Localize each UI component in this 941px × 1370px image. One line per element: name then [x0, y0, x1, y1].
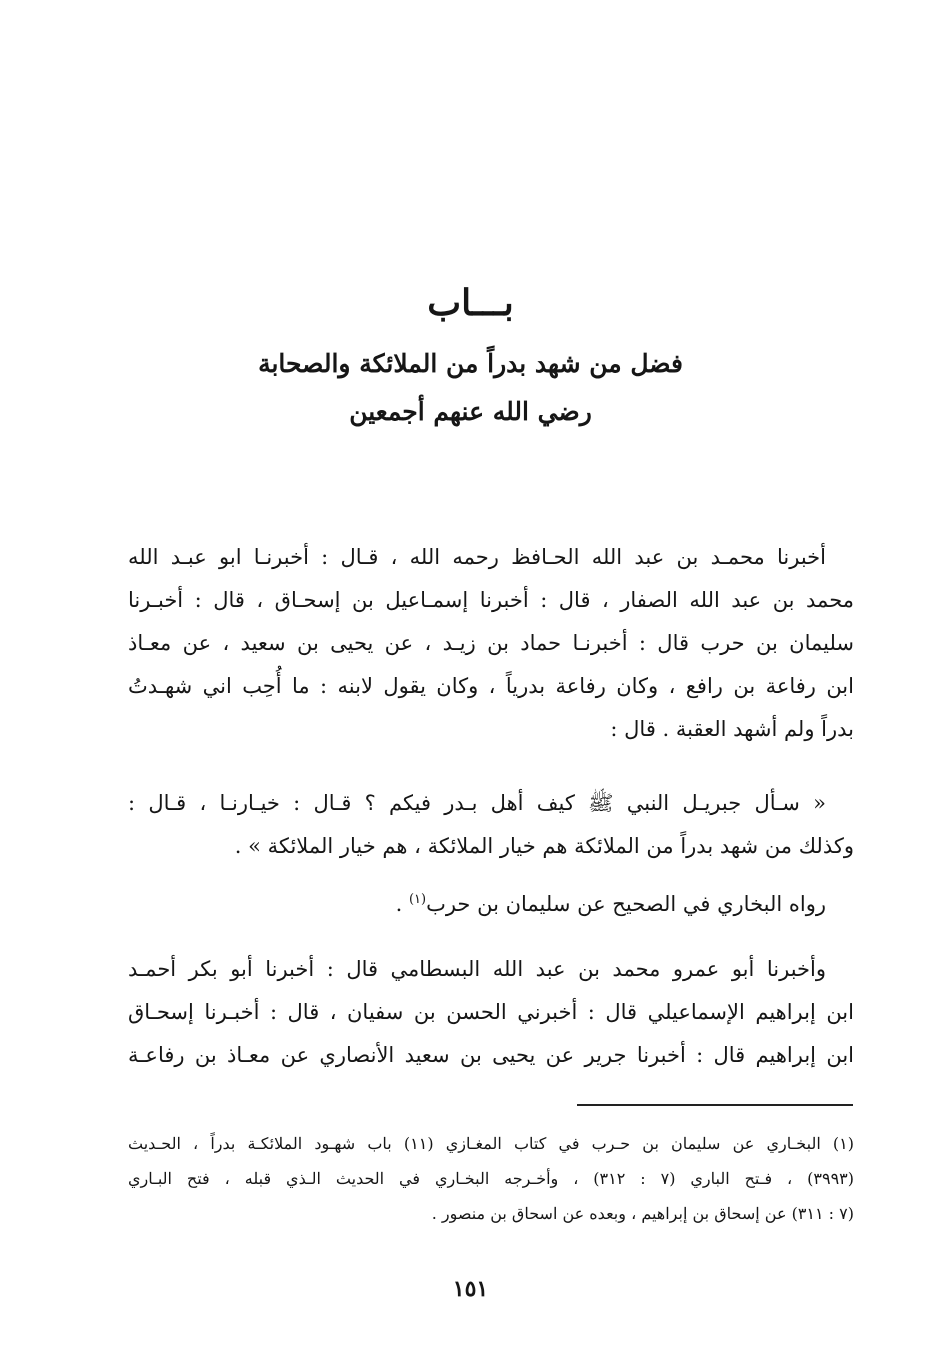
text-line: ابن رفاعة بن رافع ، وكان رفاعة بدرياً ، وكان يقول لابنه : ما أُحِب اني شهـدتُ	[128, 674, 854, 698]
text-line: ابن إبراهيم قال : أخبرنا جرير عن يحيى بن سعيد الأنصاري عن معـاذ بن رفاعـة	[128, 1043, 854, 1067]
footnote-line: (٧ : ٣١١) عن إسحاق بن إبراهيم ، وبعده عن اسحاق بن منصور .	[431, 1204, 854, 1223]
attribution-end: .	[395, 892, 409, 916]
attribution-text: رواه البخاري في الصحيح عن سليمان بن حرب	[426, 892, 826, 916]
text-line: وكذلك من شهد بدراً من الملائكة هم خيار الملائكة ، هم خيار الملائكة » .	[234, 834, 854, 858]
footnote-line: (١) البخـاري عن سليمان بن حـرب في كتاب المغـازي (١١) باب شهـود الملائكـة بدراً ، الحـديث	[128, 1134, 854, 1153]
chapter-heading	[0, 278, 941, 328]
footnote-divider	[577, 1104, 853, 1106]
footnote-reference[interactable]: (١)	[408, 892, 427, 907]
chapter-heading-text: بـــاب	[427, 282, 514, 324]
text-line: « سـأل جبريـل النبي ﷺ كيف أهل بـدر فيكم ؟ قـال : خيـارنـا ، قـال :	[128, 791, 826, 815]
chapter-title-line-1: فضل من شهد بدراً من الملائكة والصحابة	[258, 349, 683, 378]
chapter-title-line-2: رضي الله عنهم أجمعين	[349, 397, 592, 426]
footnotes	[128, 1126, 854, 1231]
chapter-title	[0, 340, 941, 436]
paragraph-isnad-1	[128, 536, 854, 751]
paragraph-hadith-quote	[128, 782, 854, 868]
paragraph-isnad-2	[128, 948, 854, 1077]
text-line: سليمان بن حرب قال : أخبرنـا حماد بن زيـد ، عن يحيى بن سعيد ، عن معـاذ	[128, 631, 854, 655]
paragraph-attribution	[128, 883, 854, 926]
text-line: وأخبرنا أبو عمرو محمد بن عبد الله البسطامي قال : أخبرنا أبو بكر أحمـد	[128, 957, 826, 981]
text-line: محمد بن عبد الله الصفار ، قال : أخبرنا إسمـاعيل بن إسحـاق ، قال : أخبـرنا	[128, 588, 854, 612]
text-line: أخبرنا محمـد بن عبد الله الحـافظ رحمه الله ، قـال : أخبرنـا ابو عبـد الله	[128, 545, 826, 569]
footnote-line: (٣٩٩٣) ، فـتح الباري (٧ : ٣١٢) ، وأخـرجه البخـاري في الحديث الـذي قبله ، فتح البـاري	[128, 1169, 854, 1188]
text-line	[128, 883, 854, 926]
page-number: ١٥١	[452, 1276, 489, 1302]
text-line: ابن إبراهيم الإسماعيلي قال : أخبرني الحسن بن سفيان ، قال : أخبـرنا إسحـاق	[128, 1000, 854, 1024]
text-line: بدراً ولم أشهد العقبة . قال :	[610, 717, 854, 741]
